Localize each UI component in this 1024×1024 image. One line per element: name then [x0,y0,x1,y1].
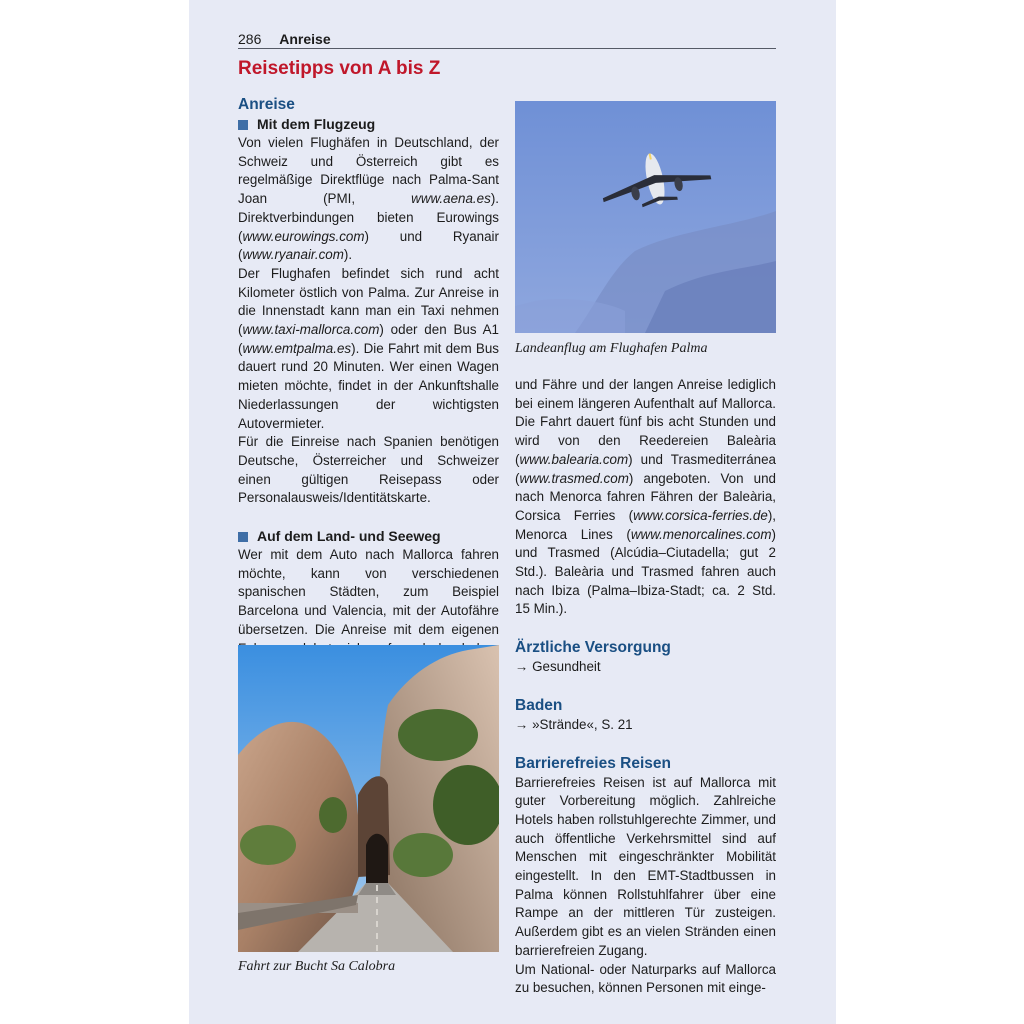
photo-airplane [515,101,776,333]
link-balearia: www.balearia.com [519,451,629,467]
square-bullet-icon [238,120,248,130]
square-bullet-icon [238,532,248,542]
paragraph-land-1: Wer mit dem Auto nach Mallorca fahren möchte, kann von verschiedenen spanischen Städten, zum Beispiel Barcelona und Valencia, mit der Autofähre übersetzen. Die Anreise mit dem eigenen [238,547,499,637]
reference-gesundheit: → Gesundheit [515,659,601,675]
left-column [238,95,499,677]
paragraph-barriere-2: Um National- oder Naturparks auf Mallorca zu besuchen, können Personen mit einge- [515,961,776,996]
link-aena: www.aena.es [411,191,491,207]
page-title: Reisetipps von A bis Z [238,58,441,79]
photo-sa-calobra [238,645,499,952]
caption-sa-calobra: Fahrt zur Bucht Sa Calobra [238,959,396,974]
caption-airplane: Landeanflug am Flughafen Palma [515,341,708,356]
link-eurowings: www.eurowings.com [242,228,365,244]
link-emt: www.emtpalma.es [242,340,352,356]
book-page [189,0,836,1024]
paragraph-barriere-1: Barrierefreies Reisen ist auf Mallorca mit guter Vorbereitung möglich. Zahlreiche Hotels haben rollstuhlgerechte Zimmer, und auch öffentliche Verkehrsmittel sind auf Menschen mit eingeschränkter Mobilität eingestellt. In den EMT-Stadtbussen in Palma können Rollstuhlfahrer über eine Rampe an der mittleren Tür zusteigen. Außerdem gibt es an vielen Stränden einen barrierefreien Zugang. [515,774,776,958]
heading-anreise: Anreise [238,96,295,113]
heading-land-see: Auf dem Land- und Seeweg [238,527,499,546]
link-trasmed: www.trasmed.com [519,470,629,486]
running-head-section: Anreise [279,31,331,47]
paragraph-flug-2: Der Flughafen befindet sich rund acht Kilometer östlich von Palma. Zur Anreise in die Innenstadt kann man ein Taxi nehmen (www.taxi-mallorca.com) oder den Bus A1 (www.emtpalma.es). Die Fahrt mit dem Bus dauert rund 20 Minuten. Wer einen Wagen mieten möchte, findet in der Ankunftshalle Niederlassungen der wichtigsten Autovermieter. [238,265,499,431]
heading-flugzeug: Mit dem Flugzeug [238,115,499,134]
link-taxi: www.taxi-mallorca.com [242,322,380,338]
heading-barrierefreies-reisen: Barrierefreies Reisen [515,754,671,772]
heading-aerztliche-versorgung: Ärztliche Versorgung [515,639,671,657]
paragraph-faehre: und Fähre und der langen Anreise lediglich bei einem längeren Aufenthalt auf Mallorca. Die Fahrt dauert fünf bis acht Stunden und wird von den Reedereien Baleària (www.balearia.com) und Trasmediterránea (www.trasmed.com) angeboten. Von und nach Menorca fahren Fähren der Baleària, Corsica Ferries (www.corsica-ferries.de), Menorca Lines (www.menorcalines.com) und Trasmed (Alcúdia–Ciutadella; gut 2 Std.). Baleària und Trasmed fahren auch nach Ibiza (Palma–Ibiza-Stadt; ca. 2 Std. 15 Min.). [515,377,776,617]
link-corsica-ferries: www.corsica-ferries.de [633,507,768,523]
right-column [515,376,776,998]
heading-baden: Baden [515,696,563,714]
paragraph-flug-1: Von vielen Flughäfen in Deutschland, der Schweiz und Österreich gibt es regelmäßige Direktflüge nach Palma-Sant Joan (PMI, www.aena.es). Direktverbindungen bieten Eurowings (www.eurowings.com) und Ryanair (www.ryanair.com). [238,135,499,263]
page-number: 286 [238,31,262,47]
link-menorcalines: www.menorcalines.com [630,526,772,542]
reference-straende: → »Strände«, S. 21 [515,716,633,732]
paragraph-flug-3: Für die Einreise nach Spanien benötigen Deutsche, Österreicher und Schweizer einen gültigen Reisepass oder Personalausweis/Identitätskarte. [238,434,499,506]
link-ryanair: www.ryanair.com [242,247,344,263]
running-head [238,30,776,49]
